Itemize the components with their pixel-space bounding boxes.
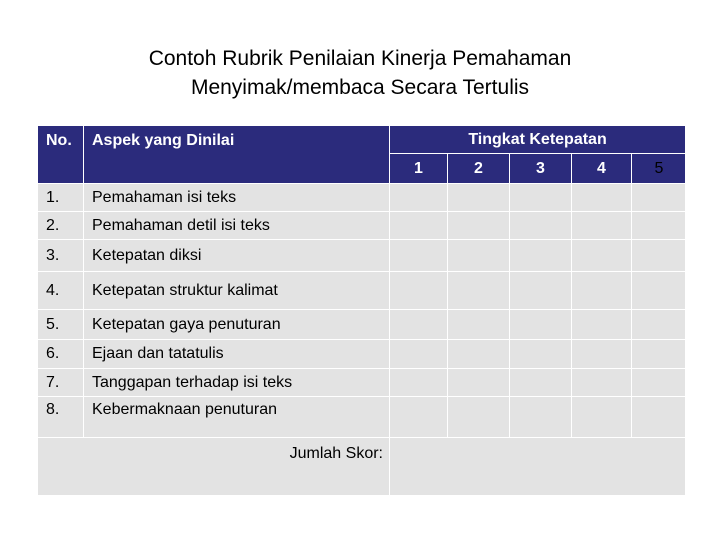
score-cell[interactable] bbox=[510, 272, 572, 310]
score-cell[interactable] bbox=[390, 369, 448, 397]
row-aspek: Tanggapan terhadap isi teks bbox=[84, 369, 390, 397]
score-cell[interactable] bbox=[510, 240, 572, 272]
score-cell[interactable] bbox=[572, 369, 632, 397]
level-3: 3 bbox=[510, 154, 572, 184]
score-cell[interactable] bbox=[448, 397, 510, 438]
score-cell[interactable] bbox=[448, 212, 510, 240]
score-cell[interactable] bbox=[390, 240, 448, 272]
level-5: 5 bbox=[654, 160, 664, 177]
row-aspek: Ketepatan struktur kalimat bbox=[84, 272, 390, 310]
row-number: 4. bbox=[38, 272, 84, 310]
page-title bbox=[0, 44, 720, 102]
row-number: 8. bbox=[38, 397, 84, 438]
score-cell[interactable] bbox=[572, 272, 632, 310]
total-score-cell[interactable] bbox=[390, 438, 686, 496]
score-cell[interactable] bbox=[632, 397, 686, 438]
score-cell[interactable] bbox=[448, 240, 510, 272]
rubric-table bbox=[37, 125, 686, 496]
score-cell[interactable] bbox=[390, 340, 448, 369]
row-number: 1. bbox=[38, 184, 84, 212]
score-cell[interactable] bbox=[572, 184, 632, 212]
level-4: 4 bbox=[572, 154, 632, 184]
score-cell[interactable] bbox=[632, 310, 686, 340]
score-cell[interactable] bbox=[510, 184, 572, 212]
score-cell[interactable] bbox=[448, 310, 510, 340]
score-cell[interactable] bbox=[510, 369, 572, 397]
total-row bbox=[38, 438, 686, 496]
header-tingkat: Tingkat Ketepatan bbox=[390, 126, 686, 154]
table-row bbox=[38, 184, 686, 212]
table-row bbox=[38, 310, 686, 340]
score-cell[interactable] bbox=[448, 272, 510, 310]
row-number: 7. bbox=[38, 369, 84, 397]
table-row bbox=[38, 340, 686, 369]
table-row bbox=[38, 272, 686, 310]
table-row bbox=[38, 240, 686, 272]
table-row bbox=[38, 397, 686, 438]
score-cell[interactable] bbox=[572, 397, 632, 438]
score-cell[interactable] bbox=[448, 340, 510, 369]
table-row bbox=[38, 369, 686, 397]
row-number: 2. bbox=[38, 212, 84, 240]
score-cell[interactable] bbox=[632, 240, 686, 272]
title-line-1: Contoh Rubrik Penilaian Kinerja Pemahaman bbox=[148, 47, 572, 70]
score-cell[interactable] bbox=[572, 340, 632, 369]
row-number: 5. bbox=[38, 310, 84, 340]
score-cell[interactable] bbox=[448, 369, 510, 397]
row-aspek: Pemahaman isi teks bbox=[84, 184, 390, 212]
score-cell[interactable] bbox=[390, 184, 448, 212]
score-cell[interactable] bbox=[390, 272, 448, 310]
score-cell[interactable] bbox=[632, 272, 686, 310]
row-number: 3. bbox=[38, 240, 84, 272]
header-no: No. bbox=[38, 126, 84, 184]
table-row bbox=[38, 212, 686, 240]
level-1: 1 bbox=[390, 154, 448, 184]
score-cell[interactable] bbox=[572, 240, 632, 272]
score-cell[interactable] bbox=[632, 212, 686, 240]
score-cell[interactable] bbox=[510, 340, 572, 369]
score-cell[interactable] bbox=[572, 212, 632, 240]
row-aspek: Pemahaman detil isi teks bbox=[84, 212, 390, 240]
score-cell[interactable] bbox=[632, 369, 686, 397]
row-number: 6. bbox=[38, 340, 84, 369]
row-aspek: Ejaan dan tatatulis bbox=[84, 340, 390, 369]
score-cell[interactable] bbox=[510, 397, 572, 438]
score-cell[interactable] bbox=[390, 212, 448, 240]
score-cell[interactable] bbox=[632, 184, 686, 212]
score-cell[interactable] bbox=[572, 310, 632, 340]
total-label: Jumlah Skor: bbox=[38, 438, 390, 496]
row-aspek: Ketepatan gaya penuturan bbox=[84, 310, 390, 340]
row-aspek: Kebermaknaan penuturan bbox=[84, 397, 390, 438]
header-row bbox=[38, 126, 686, 154]
score-cell[interactable] bbox=[390, 310, 448, 340]
score-cell[interactable] bbox=[632, 340, 686, 369]
row-aspek: Ketepatan diksi bbox=[84, 240, 390, 272]
level-2: 2 bbox=[448, 154, 510, 184]
score-cell[interactable] bbox=[510, 212, 572, 240]
score-cell[interactable] bbox=[510, 310, 572, 340]
header-aspek: Aspek yang Dinilai bbox=[84, 126, 390, 184]
title-line-2: Menyimak/membaca Secara Tertulis bbox=[190, 76, 530, 99]
score-cell[interactable] bbox=[448, 184, 510, 212]
score-cell[interactable] bbox=[390, 397, 448, 438]
